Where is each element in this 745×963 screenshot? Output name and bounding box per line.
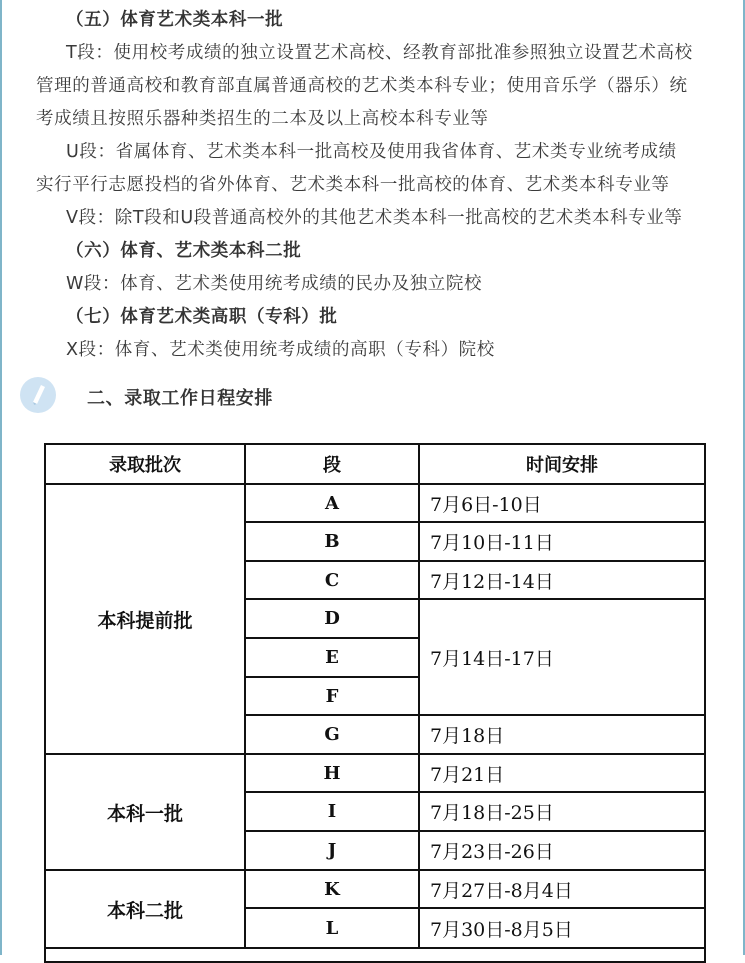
time-cell: 7月10日-11日 [420,523,704,562]
table-header-time: 时间安排 [420,445,704,485]
segment-cell: H [246,755,420,793]
time-cell: 7月18日-25日 [420,793,704,832]
time-cell: 7月30日-8月5日 [420,909,704,949]
paragraph-t-line3: 考成绩且按照乐器种类招生的二本及以上高校本科专业等 [36,109,489,129]
segment-cell: J [246,832,420,871]
paragraph-t-line2: 管理的普通高校和教育部直属普通高校的艺术类本科专业；使用音乐学（器乐）统 [36,76,688,96]
time-cell: 7月18日 [420,716,704,755]
paragraph-x: X段：体育、艺术类使用统考成绩的高职（专科）院校 [66,340,495,360]
paragraph-t-line1: T段：使用校考成绩的独立设置艺术高校、经教育部批准参照独立设置艺术高校 [66,43,693,63]
time-cell: 7月27日-8月4日 [420,871,704,909]
segment-cell: I [246,793,420,832]
segment-cell: F [246,678,420,716]
paragraph-v: V段：除T段和U段普通高校外的其他艺术类本科一批高校的艺术类本科专业等 [66,208,683,228]
time-cell: 7月21日 [420,755,704,793]
paragraph-u-line2: 实行平行志愿投档的省外体育、艺术类本科一批高校的体育、艺术类本科专业等 [36,175,670,195]
table-header-batch: 录取批次 [46,445,246,485]
batch-cell-first: 本科一批 [46,755,246,871]
time-cell: 7月6日-10日 [420,485,704,523]
batch-cell-early: 本科提前批 [46,485,246,755]
heading-5: （五）体育艺术类本科一批 [66,10,284,30]
segment-cell: C [246,562,420,600]
segment-cell: A [246,485,420,523]
time-cell: 7月14日-17日 [420,600,704,716]
heading-7: （七）体育艺术类高职（专科）批 [66,307,338,327]
segment-cell: E [246,639,420,678]
time-cell: 7月12日-14日 [420,562,704,600]
paragraph-w: W段：体育、艺术类使用统考成绩的民办及独立院校 [66,274,483,294]
heading-6: （六）体育、艺术类本科二批 [66,241,302,261]
pencil-icon [20,377,56,413]
page-frame-left [0,0,2,955]
segment-cell: B [246,523,420,562]
paragraph-u-line1: U段：省属体育、艺术类本科一批高校及使用我省体育、艺术类专业统考成绩 [66,142,677,162]
section-title: 二、录取工作日程安排 [87,388,273,409]
batch-cell-second: 本科二批 [46,871,246,949]
segment-cell: D [246,600,420,639]
time-cell: 7月23日-26日 [420,832,704,871]
segment-cell: G [246,716,420,755]
table-header-segment: 段 [246,445,420,485]
segment-cell: L [246,909,420,949]
schedule-table [44,443,706,963]
segment-cell: K [246,871,420,909]
